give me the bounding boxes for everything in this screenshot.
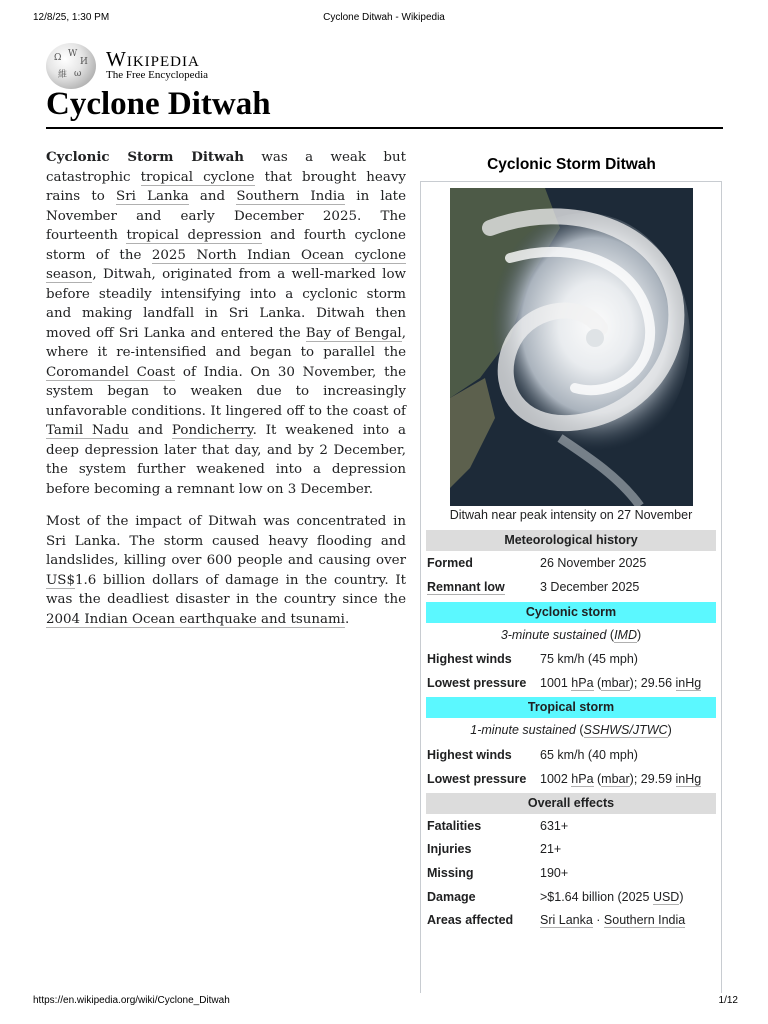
text-run: (	[593, 676, 602, 690]
text-run: , where it re-intensified and began to parallel the	[46, 325, 406, 360]
text-run: that brought heavy rains to	[46, 169, 406, 204]
paragraph-impact	[46, 512, 406, 629]
text-run: and fourth cyclone storm of the	[46, 228, 406, 263]
image-caption: Ditwah near peak intensity on 27 November	[449, 508, 693, 522]
note-paren: )	[667, 723, 672, 737]
page-title: Cyclone Ditwah	[46, 86, 271, 122]
link-imd[interactable]: IMD	[614, 628, 637, 642]
text-run: (	[593, 772, 602, 786]
title-divider	[46, 127, 723, 129]
paragraph-lead	[46, 148, 406, 499]
link-pondicherry[interactable]: Pondicherry	[171, 423, 253, 438]
ts-lowest-pressure-value	[540, 772, 701, 786]
cyclone-satellite-image[interactable]	[450, 188, 693, 506]
text-run: and	[188, 189, 237, 204]
note-paren: (	[575, 723, 584, 737]
text-run: in late November and early December 2025. The fourteenth	[46, 189, 406, 243]
text-run: . It weakened into a deep depression later that day, and by 2 December, the system further weakened into a depression before becoming a remnant low on 3 December.	[46, 423, 406, 497]
link-southern-india-infobox[interactable]: Southern India	[603, 913, 686, 927]
section-cyclonic-storm: Cyclonic storm	[426, 602, 716, 623]
link-mbar[interactable]: mbar	[601, 676, 630, 690]
note-text: 3-minute sustained	[500, 628, 607, 642]
link-hpa[interactable]: hPa	[571, 676, 594, 690]
print-url: https://en.wikipedia.org/wiki/Cyclone_Ditwah	[33, 995, 230, 1006]
section-overall-effects: Overall effects	[426, 793, 716, 814]
remnant-low-value: 3 December 2025	[540, 580, 640, 594]
fatalities-label: Fatalities	[427, 819, 482, 833]
print-datetime: 12/8/25, 1:30 PM	[33, 12, 110, 23]
link-southern-india[interactable]: Southern India	[236, 189, 346, 204]
link-2025-season[interactable]: 2025 North Indian Ocean cyclone season	[46, 247, 406, 282]
section-tropical-storm: Tropical storm	[426, 697, 716, 718]
link-tropical-cyclone[interactable]: tropical cyclone	[140, 169, 255, 185]
injuries-value: 21+	[540, 842, 562, 856]
damage-label: Damage	[427, 890, 476, 904]
note-text: 1-minute sustained	[470, 723, 576, 737]
print-tab-title: Cyclone Ditwah - Wikipedia	[323, 12, 445, 23]
ts-highest-winds-value: 65 km/h (40 mph)	[540, 748, 638, 762]
separator: ·	[592, 913, 604, 927]
text-run: .	[344, 611, 350, 627]
print-page-counter: 1/12	[718, 995, 738, 1006]
link-sri-lanka[interactable]: Sri Lanka	[116, 189, 189, 204]
link-hpa[interactable]: hPa	[571, 772, 594, 786]
text-run: 1.6 billion dollars of damage in the country. It was the deadliest disaster in the country since the	[46, 572, 406, 607]
link-inhg[interactable]: inHg	[675, 676, 702, 690]
text-run: of India. On 30 November, the system began to weaken due to increasingly unfavorable conditions. It lingered off to the coast of	[46, 364, 406, 419]
missing-value: 190+	[540, 866, 569, 880]
link-usd[interactable]: US$	[46, 572, 75, 588]
areas-affected-label: Areas affected	[427, 913, 514, 927]
text-run: was a weak but catastrophic	[46, 150, 406, 185]
damage-value	[540, 890, 684, 904]
wikipedia-globe-icon[interactable]: Ω W И 維 ω	[46, 43, 96, 89]
link-remnant-low[interactable]: Remnant low	[427, 580, 505, 594]
article-body	[46, 148, 406, 642]
formed-label: Formed	[427, 556, 473, 570]
note-paren: (	[606, 628, 615, 642]
bold-subject: Cyclonic Storm Ditwah	[46, 149, 245, 165]
missing-label: Missing	[427, 866, 474, 880]
link-sshws-jtwc[interactable]: SSHWS/JTWC	[583, 723, 668, 737]
cyclonic-sustained-note	[426, 628, 716, 642]
wordmark-text: Wikipedia	[106, 47, 200, 71]
cs-lowest-pressure-value	[540, 676, 701, 690]
link-mbar[interactable]: mbar	[601, 772, 630, 786]
note-paren: )	[637, 628, 642, 642]
text-run: )	[679, 890, 684, 904]
cs-highest-winds-label: Highest winds	[427, 652, 512, 666]
link-sri-lanka-infobox[interactable]: Sri Lanka	[540, 913, 593, 927]
injuries-label: Injuries	[427, 842, 472, 856]
infobox-title: Cyclonic Storm Ditwah	[487, 156, 656, 173]
link-tropical-depression[interactable]: tropical depression	[126, 228, 262, 243]
link-2004-tsunami[interactable]: 2004 Indian Ocean earthquake and tsunami	[46, 611, 345, 627]
formed-value: 26 November 2025	[540, 556, 647, 570]
tropical-sustained-note	[426, 723, 716, 737]
cs-highest-winds-value: 75 km/h (45 mph)	[540, 652, 638, 666]
cs-lowest-pressure-label: Lowest pressure	[427, 676, 527, 690]
ts-lowest-pressure-label: Lowest pressure	[427, 772, 527, 786]
section-meteorological-history: Meteorological history	[426, 530, 716, 551]
wikipedia-tagline: The Free Encyclopedia	[106, 69, 209, 81]
link-inhg[interactable]: inHg	[675, 772, 702, 786]
text-run: ); 29.56	[629, 676, 676, 690]
text-run: >$1.64 billion (2025	[540, 890, 653, 904]
text-run: , Ditwah, originated from a well-marked low before steadily intensifying into a cyclonic storm and making landfall in Sri Lanka. Ditwah then moved off Sri Lanka and entered the	[46, 267, 406, 341]
remnant-low-label	[427, 580, 505, 594]
text-run: and	[128, 423, 172, 438]
text-run: Most of the impact of Ditwah was concentrated in Sri Lanka. The storm caused heavy flooding and landslides, killing over 600 people and causing over	[46, 514, 406, 568]
text-run: 1001	[540, 676, 572, 690]
ts-highest-winds-label: Highest winds	[427, 748, 512, 762]
link-tamil-nadu[interactable]: Tamil Nadu	[46, 423, 129, 438]
text-run: ); 29.59	[629, 772, 676, 786]
link-coromandel-coast[interactable]: Coromandel Coast	[46, 364, 176, 380]
fatalities-value: 631+	[540, 819, 569, 833]
areas-affected-value	[540, 913, 685, 927]
link-usd-infobox[interactable]: USD	[652, 890, 680, 904]
text-run: 1002	[540, 772, 572, 786]
link-bay-of-bengal[interactable]: Bay of Bengal	[305, 325, 402, 341]
